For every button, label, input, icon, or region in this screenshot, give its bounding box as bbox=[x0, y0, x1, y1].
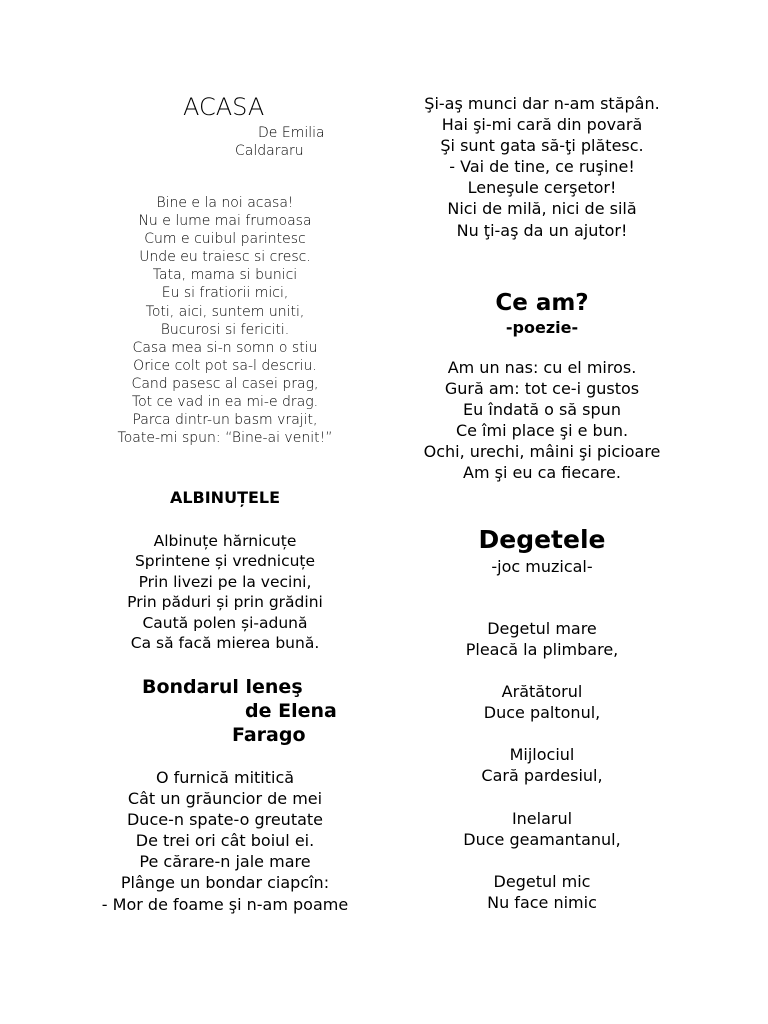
poem-title-degetele: Degetele bbox=[478, 525, 606, 554]
stanza bbox=[392, 681, 692, 723]
poem-line: Orice colt pot sa-l descriu. bbox=[133, 357, 317, 374]
poem-line: Unde eu traiesc si cresc. bbox=[139, 249, 311, 266]
poem-line: Nu face nimic bbox=[487, 892, 597, 912]
poem-line: Casa mea si-n somn o stiu bbox=[132, 339, 318, 356]
poem-line: Toate-mi spun: “Bine-ai venit!” bbox=[117, 430, 333, 447]
poem-line: Cum e cuibul parintesc bbox=[144, 231, 306, 248]
poem-line: Duce paltonul, bbox=[483, 703, 601, 723]
poem-line: Gură am: tot ce-i gustos bbox=[444, 379, 640, 399]
poem-line: Tot ce vad in ea mi-e drag. bbox=[131, 394, 319, 411]
poem-line: Prin păduri și prin grădini bbox=[127, 593, 323, 612]
poem-line: Arătătorul bbox=[501, 682, 583, 702]
poem-line: Caută polen și-adună bbox=[142, 613, 308, 632]
poem-line: Cât un grăuncior de mei bbox=[127, 789, 323, 809]
poem-body-ceam bbox=[392, 357, 692, 484]
poem-title-line: Bondarul leneş bbox=[142, 676, 303, 698]
poem-line: - Mor de foame şi n-am poame bbox=[101, 894, 349, 914]
poem-title-line: Farago bbox=[232, 724, 306, 746]
poem-line: Cand pasesc al casei prag, bbox=[131, 375, 319, 392]
poem-line: Mijlociul bbox=[509, 745, 575, 765]
poem-line: Tata, mama si bunici bbox=[152, 267, 298, 284]
poem-line: De trei ori cât boiul ei. bbox=[135, 831, 315, 851]
poem-body-degetele bbox=[392, 618, 692, 913]
poem-line: Pleacă la plimbare, bbox=[465, 640, 619, 660]
poem-line: Degetul mare bbox=[487, 619, 597, 638]
poem-line: Ce îmi place şi e bun. bbox=[455, 421, 629, 441]
stanza bbox=[392, 808, 692, 850]
stanza bbox=[392, 744, 692, 786]
poem-line: O furnică mititică bbox=[155, 768, 295, 787]
poem-line: Hai şi-mi cară din povară bbox=[441, 115, 643, 135]
poem-subtitle-ceam: -poezie- bbox=[505, 318, 579, 337]
poem-title-ceam: Ce am? bbox=[495, 290, 589, 316]
poem-body-acasa bbox=[80, 194, 370, 447]
poem-title-albinutele: ALBINUȚELE bbox=[169, 488, 281, 507]
poem-line: Parca dintr-un basm vrajit, bbox=[132, 412, 318, 429]
poem-body-albinutele bbox=[80, 531, 370, 653]
poem-line: Ochi, urechi, mâini şi picioare bbox=[423, 442, 661, 462]
poem-line: Pe cărare-n jale mare bbox=[139, 852, 311, 872]
poem-line: Inelarul bbox=[511, 808, 573, 828]
poem-body-bondarul-continued bbox=[392, 93, 692, 241]
poem-line: Duce-n spate-o greutate bbox=[126, 810, 324, 830]
poem-line: Bucurosi si fericiti. bbox=[160, 321, 290, 338]
poem-line: Nu ţi-aş da un ajutor! bbox=[456, 220, 628, 240]
poem-subtitle-degetele: -joc muzical- bbox=[491, 557, 593, 576]
poem-body-bondarul bbox=[70, 767, 380, 915]
poem-line: Plânge un bondar ciapcîn: bbox=[120, 873, 330, 893]
poem-line: Duce geamantanul, bbox=[463, 829, 621, 849]
poem-author-line: Caldararu bbox=[235, 143, 304, 159]
poem-title-line: de Elena bbox=[245, 700, 337, 722]
poem-line: Bine e la noi acasa! bbox=[156, 195, 294, 211]
stanza bbox=[392, 618, 692, 660]
poem-line: Leneşule cerşetor! bbox=[467, 178, 617, 198]
poem-line: Degetul mic bbox=[493, 871, 591, 891]
poem-line: - Vai de tine, ce ruşine! bbox=[449, 157, 635, 177]
poem-line: Nu e lume mai frumoasa bbox=[138, 213, 312, 230]
poem-line: Nici de milă, nici de silă bbox=[447, 199, 637, 219]
poem-line: Eu îndată o să spun bbox=[463, 400, 621, 420]
poem-line: Cară pardesiul, bbox=[481, 766, 603, 786]
poem-line: Am şi eu ca fiecare. bbox=[463, 463, 621, 483]
poem-line: Sprintene și vrednicuțe bbox=[134, 552, 316, 571]
poem-line: Şi sunt gata să-ţi plătesc. bbox=[440, 136, 644, 156]
poem-line: Eu si fratiorii mici, bbox=[161, 285, 289, 302]
poem-line: Albinuțe hărnicuțe bbox=[153, 532, 297, 550]
poem-line: Ca să facă mierea bună. bbox=[130, 634, 320, 653]
poem-line: Prin livezi pe la vecini, bbox=[138, 572, 312, 591]
poem-line: Am un nas: cu el miros. bbox=[447, 358, 637, 377]
stanza bbox=[392, 871, 692, 913]
poem-line: Toti, aici, suntem uniti, bbox=[145, 303, 305, 320]
poem-line: Şi-aş munci dar n-am stăpân. bbox=[424, 94, 660, 113]
poem-title-acasa: ACASA bbox=[183, 93, 265, 121]
poem-author-line: De Emilia bbox=[258, 125, 325, 141]
